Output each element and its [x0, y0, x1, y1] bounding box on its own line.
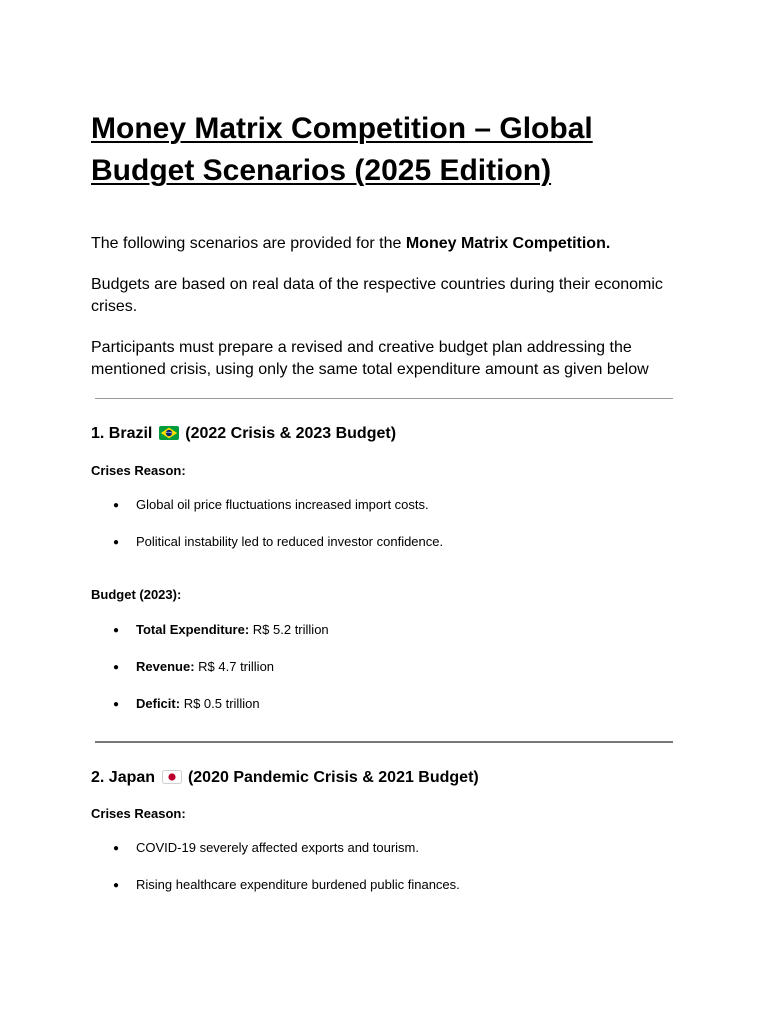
section-divider — [95, 741, 673, 743]
budget-item-value: R$ 4.7 trillion — [198, 659, 275, 674]
section-number: 1. — [91, 425, 105, 442]
list-item — [113, 621, 329, 640]
reasons-label: Crises Reason: — [91, 806, 186, 821]
reason-text: Global oil price fluctuations increased import costs. — [136, 497, 429, 512]
competition-name: Money Matrix Competition. — [405, 235, 611, 252]
reason-text: Political instability led to reduced investor confidence. — [136, 534, 444, 549]
list-item — [113, 876, 460, 895]
budget-item-label: Revenue: — [136, 659, 195, 674]
section-heading-brazil — [91, 423, 396, 447]
bullet-icon: ● — [113, 500, 120, 511]
budget-item-label: Total Expenditure: — [136, 622, 250, 637]
bullet-icon: ● — [113, 880, 120, 891]
reason-text: COVID-19 severely affected exports and tourism. — [136, 840, 419, 855]
budget-item-value: R$ 5.2 trillion — [252, 622, 329, 637]
bullet-icon: ● — [113, 699, 120, 710]
section-number: 2. — [91, 769, 105, 786]
japan-flag-icon — [162, 769, 182, 791]
list-item — [113, 695, 260, 714]
section-divider — [95, 398, 673, 399]
budget-item-value: R$ 0.5 trillion — [183, 696, 260, 711]
reason-text: Rising healthcare expenditure burdened public finances. — [136, 877, 460, 892]
intro-paragraph-1 — [91, 233, 681, 255]
bullet-icon: ● — [113, 537, 120, 548]
reasons-label: Crises Reason: — [91, 463, 186, 478]
list-item — [113, 839, 419, 858]
budget-label: Budget (2023): — [91, 587, 182, 602]
country-name: Brazil — [108, 425, 153, 442]
section-subtitle: (2022 Crisis & 2023 Budget) — [185, 425, 397, 442]
intro-paragraph-3: Participants must prepare a revised and creative budget plan addressing the mentioned crisis, using only the same total expenditure amount as given below — [91, 339, 649, 378]
brazil-flag-icon — [159, 425, 179, 447]
list-item — [113, 533, 443, 552]
section-subtitle: (2020 Pandemic Crisis & 2021 Budget) — [187, 769, 479, 786]
country-name: Japan — [108, 769, 156, 786]
intro-text: The following scenarios are provided for the — [91, 235, 406, 252]
budget-item-label: Deficit: — [136, 696, 181, 711]
document-title: Money Matrix Competition – Global Budget Scenarios (2025 Edition) — [91, 112, 593, 187]
intro-paragraph-2: Budgets are based on real data of the respective countries during their economic crises. — [91, 276, 663, 315]
section-heading-japan — [91, 767, 479, 791]
list-item — [113, 496, 429, 515]
bullet-icon: ● — [113, 625, 120, 636]
list-item — [113, 658, 274, 677]
bullet-icon: ● — [113, 662, 120, 673]
bullet-icon: ● — [113, 843, 120, 854]
